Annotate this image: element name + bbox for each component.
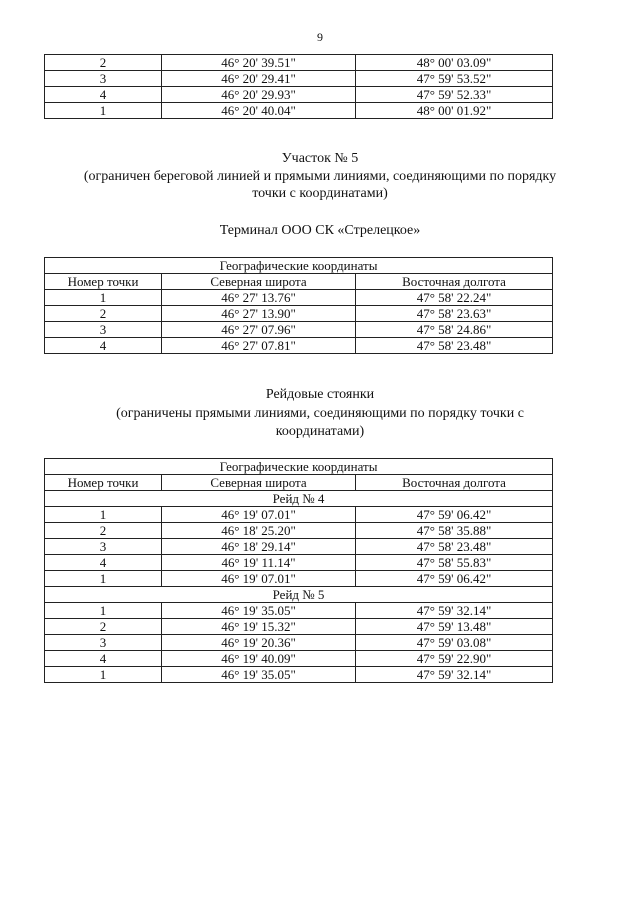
table-row <box>45 635 553 651</box>
cell-latitude: 46° 19' 35.05" <box>162 603 356 619</box>
cell-latitude: 46° 20' 29.41" <box>162 71 356 87</box>
cell-latitude: 46° 27' 13.76" <box>162 290 356 306</box>
cell-longitude: 47° 59' 32.14" <box>356 667 553 683</box>
table-row <box>45 290 553 306</box>
cell-latitude: 46° 20' 29.93" <box>162 87 356 103</box>
page-number: 9 <box>317 30 323 44</box>
cell-latitude: 46° 19' 07.01" <box>162 507 356 523</box>
cell-point-number: 1 <box>45 667 162 683</box>
terminal-col-point: Номер точки <box>45 274 162 290</box>
cell-longitude: 47° 59' 06.42" <box>356 571 553 587</box>
cell-latitude: 46° 27' 13.90" <box>162 306 356 322</box>
cell-longitude: 47° 59' 52.33" <box>356 87 553 103</box>
roads-coordinates-table <box>44 458 553 683</box>
terminal-header-geo-row <box>45 258 553 274</box>
terminal-header-cols-row <box>45 274 553 290</box>
cell-latitude: 46° 18' 25.20" <box>162 523 356 539</box>
table-row <box>45 667 553 683</box>
reid4-label: Рейд № 4 <box>45 491 553 507</box>
table-row <box>45 603 553 619</box>
reid5-label: Рейд № 5 <box>45 587 553 603</box>
cell-longitude: 47° 58' 55.83" <box>356 555 553 571</box>
cell-longitude: 48° 00' 03.09" <box>356 55 553 71</box>
section5-title: Участок № 5 <box>281 151 359 166</box>
cell-latitude: 46° 19' 07.01" <box>162 571 356 587</box>
cell-latitude: 46° 27' 07.96" <box>162 322 356 338</box>
cell-point-number: 2 <box>45 55 162 71</box>
section5-desc-line1: (ограничен береговой линией и прямыми линиями, соединяющими по порядку <box>83 169 557 184</box>
terminal-coordinates-table <box>44 257 553 354</box>
top-coordinates-table <box>44 54 553 119</box>
reid5-label-row <box>45 587 553 603</box>
cell-point-number: 1 <box>45 507 162 523</box>
cell-point-number: 2 <box>45 619 162 635</box>
cell-latitude: 46° 20' 39.51" <box>162 55 356 71</box>
cell-longitude: 47° 59' 53.52" <box>356 71 553 87</box>
cell-latitude: 46° 20' 40.04" <box>162 103 356 119</box>
cell-longitude: 47° 59' 13.48" <box>356 619 553 635</box>
roads-title: Рейдовые стоянки <box>265 387 375 402</box>
table-row <box>45 523 553 539</box>
roads-header-cols-row <box>45 475 553 491</box>
table-row <box>45 103 553 119</box>
terminal-table-body <box>45 290 553 354</box>
cell-point-number: 2 <box>45 306 162 322</box>
reid4-table-body <box>45 507 553 587</box>
cell-longitude: 47° 59' 03.08" <box>356 635 553 651</box>
cell-longitude: 47° 59' 06.42" <box>356 507 553 523</box>
cell-latitude: 46° 19' 11.14" <box>162 555 356 571</box>
cell-latitude: 46° 19' 15.32" <box>162 619 356 635</box>
cell-point-number: 3 <box>45 635 162 651</box>
roads-desc-line2: координатами) <box>275 424 365 439</box>
table-row <box>45 555 553 571</box>
cell-longitude: 47° 58' 23.63" <box>356 306 553 322</box>
terminal-col-lon: Восточная долгота <box>356 274 553 290</box>
table-row <box>45 71 553 87</box>
cell-point-number: 3 <box>45 539 162 555</box>
cell-point-number: 4 <box>45 555 162 571</box>
cell-point-number: 4 <box>45 87 162 103</box>
terminal-col-lat: Северная широта <box>162 274 356 290</box>
terminal-header-geo: Географические координаты <box>45 258 553 274</box>
cell-latitude: 46° 19' 20.36" <box>162 635 356 651</box>
cell-longitude: 48° 00' 01.92" <box>356 103 553 119</box>
cell-longitude: 47° 58' 35.88" <box>356 523 553 539</box>
roads-header-geo: Географические координаты <box>45 459 553 475</box>
roads-col-lat: Северная широта <box>162 475 356 491</box>
table-row <box>45 338 553 354</box>
roads-desc-line1: (ограничены прямыми линиями, соединяющими по порядку точки с <box>116 406 524 421</box>
table-row <box>45 651 553 667</box>
table-row <box>45 619 553 635</box>
cell-latitude: 46° 27' 07.81" <box>162 338 356 354</box>
cell-point-number: 2 <box>45 523 162 539</box>
cell-longitude: 47° 59' 22.90" <box>356 651 553 667</box>
cell-point-number: 4 <box>45 651 162 667</box>
roads-col-lon: Восточная долгота <box>356 475 553 491</box>
roads-col-point: Номер точки <box>45 475 162 491</box>
reid4-label-row <box>45 491 553 507</box>
cell-point-number: 3 <box>45 322 162 338</box>
table-row <box>45 55 553 71</box>
cell-point-number: 4 <box>45 338 162 354</box>
table-row <box>45 306 553 322</box>
top-table-body <box>45 55 553 119</box>
cell-point-number: 1 <box>45 290 162 306</box>
table-row <box>45 539 553 555</box>
table-row <box>45 571 553 587</box>
cell-point-number: 1 <box>45 103 162 119</box>
table-row <box>45 507 553 523</box>
cell-latitude: 46° 18' 29.14" <box>162 539 356 555</box>
terminal-title: Терминал ООО СК «Стрелецкое» <box>219 223 421 238</box>
cell-point-number: 1 <box>45 571 162 587</box>
cell-longitude: 47° 58' 23.48" <box>356 338 553 354</box>
roads-header-geo-row <box>45 459 553 475</box>
section5-desc-line2: точки с координатами) <box>252 186 388 201</box>
cell-point-number: 3 <box>45 71 162 87</box>
cell-point-number: 1 <box>45 603 162 619</box>
cell-longitude: 47° 58' 24.86" <box>356 322 553 338</box>
cell-latitude: 46° 19' 35.05" <box>162 667 356 683</box>
cell-longitude: 47° 59' 32.14" <box>356 603 553 619</box>
cell-longitude: 47° 58' 22.24" <box>356 290 553 306</box>
table-row <box>45 322 553 338</box>
reid5-table-body <box>45 603 553 683</box>
table-row <box>45 87 553 103</box>
cell-longitude: 47° 58' 23.48" <box>356 539 553 555</box>
cell-latitude: 46° 19' 40.09" <box>162 651 356 667</box>
